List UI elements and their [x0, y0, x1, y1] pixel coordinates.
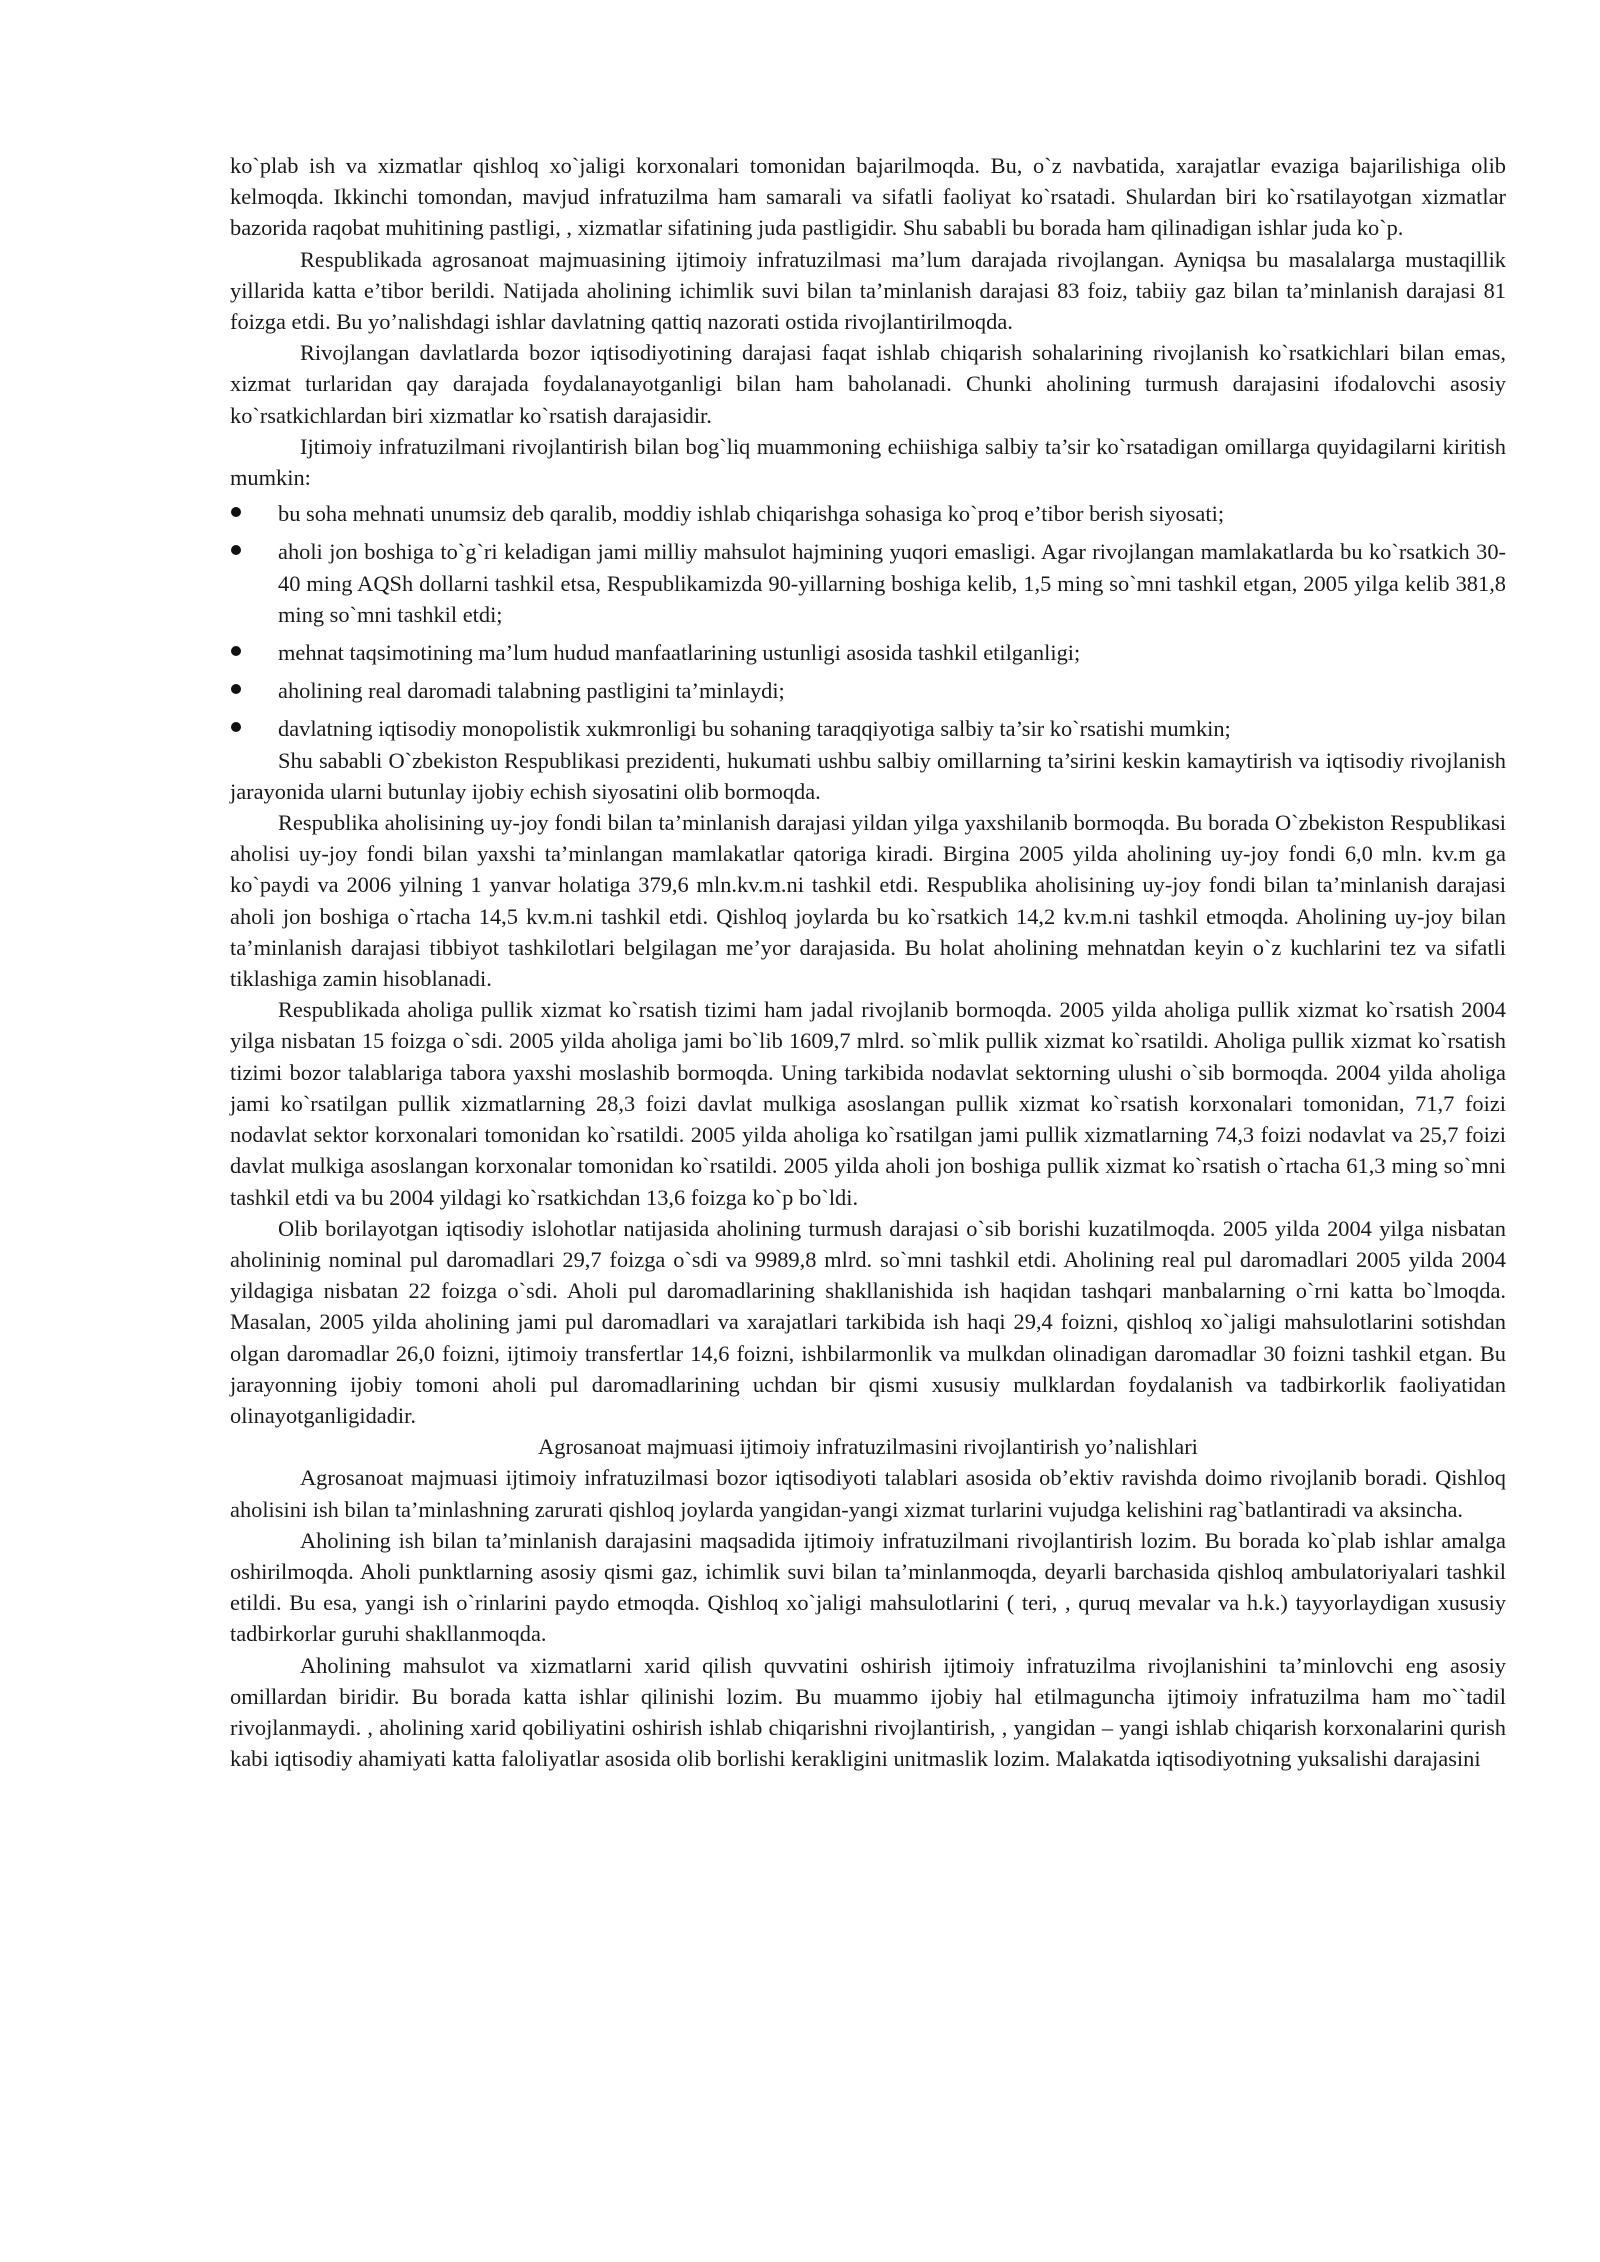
- bullet-icon: [231, 684, 241, 694]
- list-item: davlatning iqtisodiy monopolistik xukmronligi bu sohaning taraqqiyotiga salbiy ta’sir ko`rsatishi mumkin;: [230, 713, 1506, 744]
- bullet-icon: [231, 722, 241, 732]
- paragraph-employment: Aholining ish bilan ta’minlanish darajasini maqsadida ijtimoiy infratuzilmani rivojlantirish lozim. Bu borada ko`plab ishlar amalga oshirilmoqda. Aholi punktlarning asosiy qismi gaz, ichimlik suvi bilan ta’minlanmoqda, deyarli barchasida qishloq ambulatoriyalari tashkil etildi. Bu esa, yangi ish o`rinlarini paydo etmoqda. Qishloq xo`jaligi mahsulotlarini ( teri, , quruq mevalar va h.k.) tayyorlaydigan xususiy tadbirkorlar guruhi shakllanmoqda.: [230, 1527, 1506, 1647]
- document-page: [230, 150, 1506, 1774]
- paragraph-purchasing-power: Aholining mahsulot va xizmatlarni xarid qilish quvvatini oshirish ijtimoiy infratuzilma rivojlanishini ta’minlovchi eng asosiy omillardan biridir. Bu borada katta ishlar qilinishi lozim. Bu muammo ijobiy hal etilmaguncha ijtimoiy infratuzilma ham mo``tadil rivojlanmaydi. , aholining xarid qobiliyatini oshirish ishlab chiqarishni rivojlantirish, , yangidan – yangi ishlab chiqarish korxonalarini qurish kabi iqtisodiy ahamiyati katta faloliyatlar asosida olib borlishi kerakligini unitmaslik lozim. Malakatda iqtisodiyotning yuksalishi darajasini: [230, 1652, 1506, 1772]
- paragraph-government-policy: Shu sababli O`zbekiston Respublikasi prezidenti, hukumati ushbu salbiy omillarning ta’sirini keskin kamaytirish va iqtisodiy rivojlanish jarayonida ularni butunlay ijobiy echish siyosatini olib bormoqda.: [230, 747, 1506, 804]
- paragraph-agro-infrastructure: Agrosanoat majmuasi ijtimoiy infratuzilmasi bozor iqtisodiyoti talablari asosida ob’ektiv ravishda doimo rivojlanib boradi. Qishloq aholisini ish bilan ta’minlashning zarurati qishloq joylarda yangidan-yangi xizmat turlarini vujudga kelishini rag`batlantiradi va aksincha.: [230, 1465, 1506, 1522]
- section-heading: Agrosanoat majmuasi ijtimoiy infratuzilmasini rivojlantirish yo’nalishlari: [538, 1434, 1198, 1460]
- paragraph-developed-countries: Rivojlangan davlatlarda bozor iqtisodiyotining darajasi faqat ishlab chiqarish sohalarining rivojlanish ko`rsatkichlari bilan emas, xizmat turlaridan qay darajada foydalanayotganligi bilan ham baholanadi. Chunki aholining turmush darajasini ifodalovchi asosiy ko`rsatkichlardan biri xizmatlar ko`rsatish darajasidir.: [230, 340, 1506, 428]
- list-item: bu soha mehnati unumsiz deb qaralib, moddiy ishlab chiqarishga sohasiga ko`proq e’tibor berish siyosati;: [230, 498, 1506, 529]
- paragraph-continuation: ko`plab ish va xizmatlar qishloq xo`jaligi korxonalari tomonidan bajarilmoqda. Bu, o`z navbatida, xarajatlar evaziga bajarilishiga olib kelmoqda. Ikkinchi tomondan, mavjud infratuzilma ham samarali va sifatli faoliyat ko`rsatadi. Shulardan biri ko`rsatilayotgan xizmatlar bazorida raqobat muhitining pastligi, , xizmatlar sifatining juda pastligidir. Shu sababli bu borada ham qilinadigan ishlar juda ko`p.: [230, 153, 1506, 241]
- paragraph-incomes: Olib borilayotgan iqtisodiy islohotlar natijasida aholining turmush darajasi o`sib borishi kuzatilmoqda. 2005 yilda 2004 yilga nisbatan aholininig nominal pul daromadlari 29,7 foizga o`sdi va 9989,8 mlrd. so`mni tashkil etdi. Aholining real pul daromadlari 2005 yilda 2004 yildagiga nisbatan 22 foizga o`sdi. Aholi pul daromadlarining shakllanishida ish haqidan tashqari manbalarning o`rni katta bo`lmoqda. Masalan, 2005 yilda aholining jami pul daromadlari va xarajatlari tarkibida ish haqi 29,4 foizni, qishloq xo`jaligi mahsulotlarini sotishdan olgan daromadlar 26,0 foizni, ijtimoiy transfertlar 14,6 foizni, ishbilarmonlik va mulkdan olinadigan daromadlar 30 foizni tashkil etgan. Bu jarayonning ijobiy tomoni aholi pul daromadlarining uchdan bir qismi xususiy mulklardan foydalanish va tadbirkorlik faoliyatidan olinayotganligidadir.: [230, 1215, 1506, 1428]
- bullet-icon: [231, 646, 241, 656]
- list-item: aholining real daromadi talabning pastligini ta’minlaydi;: [230, 675, 1506, 706]
- bullet-icon: [231, 545, 241, 555]
- paragraph-infrastructure-level: Respublikada agrosanoat majmuasining ijtimoiy infratuzilmasi ma’lum darajada rivojlangan. Ayniqsa bu masalalarga mustaqillik yillarida katta e’tibor berildi. Natijada aholining ichimlik suvi bilan ta’minlanish darajasi 83 foiz, tabiiy gaz bilan ta’minlanish darajasi 81 foizga etdi. Bu yo’nalishdagi ishlar davlatning qattiq nazorati ostida rivojlantirilmoqda.: [230, 246, 1506, 335]
- list-item: aholi jon boshiga to`g`ri keladigan jami milliy mahsulot hajmining yuqori emasligi. Agar rivojlangan mamlakatlarda bu ko`rsatkich 30-40 ming AQSh dollarni tashkil etsa, Respublikamizda 90-yillarning boshiga kelib, 1,5 ming so`mni tashkil etgan, 2005 yilga kelib 381,8 ming so`mni tashkil etdi;: [230, 536, 1506, 630]
- paragraph-housing-fund: Respublika aholisining uy-joy fondi bilan ta’minlanish darajasi yildan yilga yaxshilanib bormoqda. Bu borada O`zbekiston Respublikasi aholisi uy-joy fondi bilan yaxshi ta’minlangan mamlakatlar qatoriga kiradi. Birgina 2005 yilda aholining uy-joy fondi 6,0 mln. kv.m ga ko`paydi va 2006 yilning 1 yanvar holatiga 379,6 mln.kv.m.ni tashkil etdi. Respublika aholisining uy-joy fondi bilan ta’minlanish darajasi aholi jon boshiga o`rtacha 14,5 kv.m.ni tashkil etdi. Qishloq joylarda bu ko`rsatkich 14,2 kv.m.ni tashkil etmoqda. Aholining uy-joy bilan ta’minlanish darajasi tibbiyot tashkilotlari belgilagan me’yor darajasida. Bu holat aholining mehnatdan keyin o`z kuchlarini tez va sifatli tiklashiga zamin hisoblanadi.: [230, 810, 1506, 992]
- bullet-icon: [231, 507, 241, 517]
- negative-factors-list: [230, 498, 1506, 744]
- paragraph-negative-factors-intro: Ijtimoiy infratuzilmani rivojlantirish bilan bog`liq muammoning echiishiga salbiy ta’sir ko`rsatadigan omillarga quyidagilarni kiritish mumkin:: [230, 433, 1506, 491]
- paragraph-paid-services: Respublikada aholiga pullik xizmat ko`rsatish tizimi ham jadal rivojlanib bormoqda. 2005 yilda aholiga pullik xizmat ko`rsatish 2004 yilga nisbatan 15 foizga o`sdi. 2005 yilda aholiga jami bo`lib 1609,7 mlrd. so`mlik pullik xizmat ko`rsatildi. Aholiga pullik xizmat ko`rsatish tizimi bozor talablariga tabora yaxshi moslashib bormoqda. Uning tarkibida nodavlat sektorning ulushi o`sib bormoqda. 2004 yilda aholiga jami ko`rsatilgan pullik xizmatlarning 28,3 foizi davlat mulkiga asoslangan pullik xizmat ko`rsatish korxonalari tomonidan, 71,7 foizi nodavlat sektor korxonalari tomonidan ko`rsatildi. 2005 yilda aholiga ko`rsatilgan jami pullik xizmatlarning 74,3 foizi nodavlat va 25,7 foizi davlat mulkiga asoslangan korxonalar tomonidan ko`rsatildi. 2005 yilda aholi jon boshiga pullik xizmat ko`rsatish o`rtacha 61,3 ming so`mni tashkil etdi va bu 2004 yildagi ko`rsatkichdan 13,6 foizga ko`p bo`ldi.: [230, 997, 1506, 1210]
- list-item: mehnat taqsimotining ma’lum hudud manfaatlarining ustunligi asosida tashkil etilganligi;: [230, 637, 1506, 668]
